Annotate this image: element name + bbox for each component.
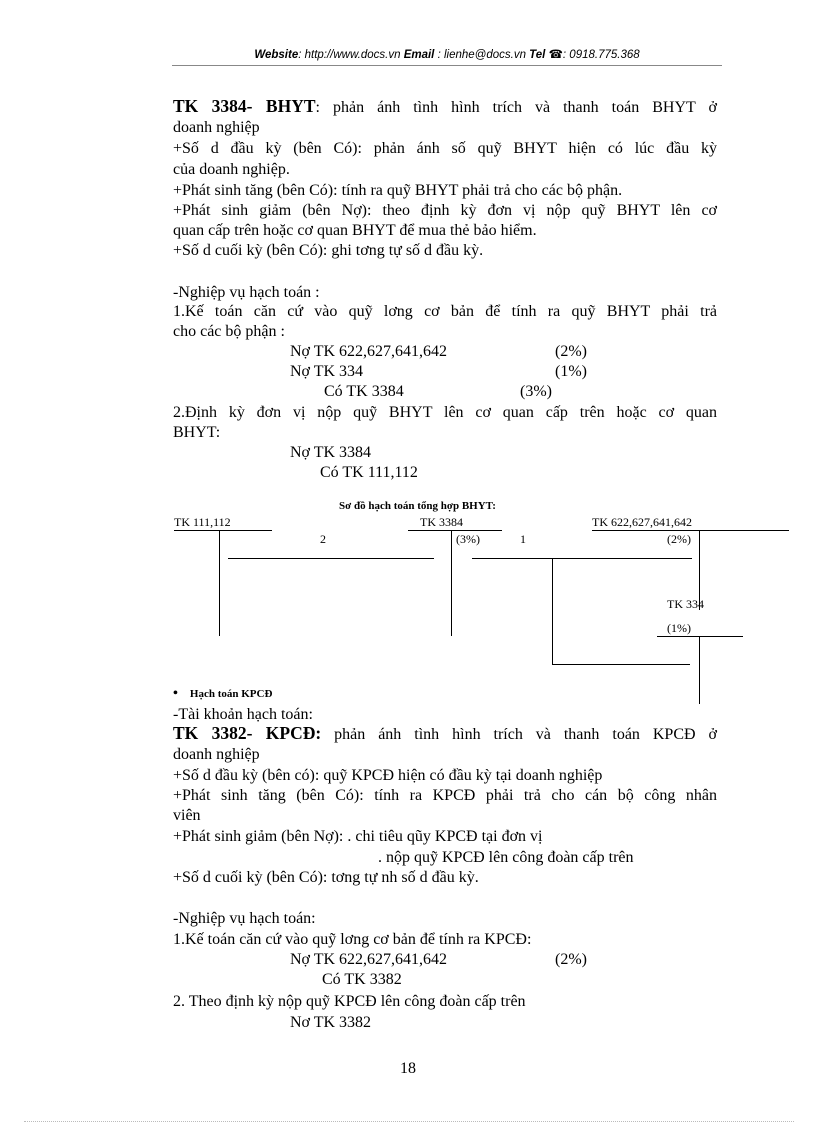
text-line: của doanh nghiệp. (173, 161, 290, 178)
text-line: +Số d đầu kỳ (bên có): quỹ KPCĐ hiện có đầu kỳ tại doanh nghiệp (173, 767, 603, 784)
t-account-top-line (408, 530, 502, 531)
section-title: -Tài khoản hạch toán: (173, 706, 313, 723)
text-line: cho các bộ phận : (173, 323, 285, 340)
kpcd-heading: TK 3382- KPCĐ: (173, 723, 322, 743)
phone-icon: ☎ (548, 49, 563, 61)
account-label: TK 622,627,641,642 (592, 515, 692, 529)
text-line: viên (173, 807, 201, 824)
text-line: +Số d đầu kỳ (bên Có): phản ánh số quỹ BHYT hiện có lúc đầu kỳ (173, 140, 717, 157)
entry-text: Nợ TK 622,627,641,642 (290, 951, 448, 968)
entry-percent: (2%) (555, 951, 587, 968)
flow-label: 2 (320, 532, 326, 546)
email-label: Email (403, 49, 435, 61)
email-value: : lienhe@docs.vn (437, 49, 526, 61)
text-line: +Phát sinh tăng (bên Có): tính ra KPCĐ phải trả cho cán bộ công nhân (173, 787, 717, 804)
header-rule (172, 65, 722, 66)
page-number: 18 (400, 1060, 416, 1077)
text-line: +Số d cuối kỳ (bên Có): tơng tự nh số d đầu kỳ. (173, 869, 479, 886)
page-header (172, 47, 722, 61)
text-line: 1.Kế toán căn cứ vào quỹ lơng cơ bản để tính ra quỹ BHYT phải trả (173, 303, 717, 320)
connector-line (552, 558, 553, 664)
flow-line (228, 558, 434, 559)
entry-text: Nợ TK 3384 (290, 444, 372, 461)
flow-label: 1 (520, 532, 526, 546)
percent-label: (3%) (456, 532, 480, 546)
text-line: 1.Kế toán căn cứ vào quỹ lơng cơ bản để tính ra KPCĐ: (173, 931, 532, 948)
text-line: +Phát sinh giảm (bên Nợ): theo định kỳ đơn vị nộp quỹ BHYT lên cơ (173, 202, 717, 219)
entry-text: Nơ TK 3382 (290, 1014, 372, 1031)
text-line: +Phát sinh tăng (bên Có): tính ra quỹ BHYT phải trả cho các bộ phận. (173, 182, 623, 199)
percent-label: (2%) (667, 532, 691, 546)
entry-text: Có TK 111,112 (320, 464, 418, 481)
kpcd-heading-line (173, 724, 717, 744)
section-title: -Nghiệp vụ hạch toán : (173, 284, 320, 301)
entry-text: Có TK 3384 (324, 383, 404, 400)
bhyt-heading: TK 3384- BHYT (173, 96, 316, 116)
entry-percent: (1%) (555, 363, 587, 380)
diagram-title: Sơ đồ hạch toán tổng hợp BHYT: (339, 500, 496, 512)
entry-percent: (2%) (555, 343, 587, 360)
text-line: quan cấp trên hoặc cơ quan BHYT để mua thẻ bảo hiểm. (173, 222, 537, 239)
bhyt-heading-line (173, 97, 717, 117)
percent-label: (1%) (667, 621, 691, 635)
website-label: Website (254, 49, 299, 61)
entry-text: Có TK 3382 (322, 971, 402, 988)
t-account-stem (219, 530, 220, 636)
kpcd-heading-rest: phản ánh tình hình trích và thanh toán KPCĐ ở (321, 726, 717, 743)
bullet-icon: • (173, 686, 178, 701)
t-account-top-line (657, 636, 743, 637)
entry-percent: (3%) (520, 383, 552, 400)
bhyt-heading-rest: : phản ánh tình hình trích và thanh toán BHYT ở (315, 99, 717, 116)
entry-text: Nợ TK 334 (290, 363, 364, 380)
t-account-top-line (174, 530, 272, 531)
tel-value: : 0918.775.368 (562, 49, 640, 61)
flow-line (472, 558, 692, 559)
text-line: +Phát sinh giảm (bên Nợ): . chi tiêu qũy KPCĐ tại đơn vị (173, 828, 543, 845)
website-value: : http://www.docs.vn (298, 49, 401, 61)
connector-line (552, 664, 690, 665)
text-line: . nộp quỹ KPCĐ lên công đoàn cấp trên (378, 849, 634, 866)
bullet-text: Hạch toán KPCĐ (189, 688, 273, 700)
text-line: 2.Định kỳ đơn vị nộp quỹ BHYT lên cơ quan cấp trên hoặc cơ quan (173, 404, 717, 421)
bottom-rule (24, 1121, 794, 1122)
bullet-item (173, 686, 272, 702)
t-account-stem (699, 636, 700, 704)
account-label: TK 3384 (420, 515, 463, 529)
entry-text: Nợ TK 622,627,641,642 (290, 343, 448, 360)
text-line: BHYT: (173, 424, 221, 441)
text-line: doanh nghiệp (173, 119, 260, 136)
t-account-top-line (592, 530, 789, 531)
section-title: -Nghiệp vụ hạch toán: (173, 910, 316, 927)
tel-label: Tel (529, 49, 546, 61)
text-line: +Số d cuối kỳ (bên Có): ghi tơng tự số d đầu kỳ. (173, 242, 484, 259)
account-label: TK 334 (667, 597, 704, 611)
text-line: doanh nghiệp (173, 746, 260, 763)
account-label: TK 111,112 (174, 515, 231, 529)
text-line: 2. Theo định kỳ nộp quỹ KPCĐ lên công đoàn cấp trên (173, 993, 526, 1010)
t-account-stem (451, 530, 452, 636)
